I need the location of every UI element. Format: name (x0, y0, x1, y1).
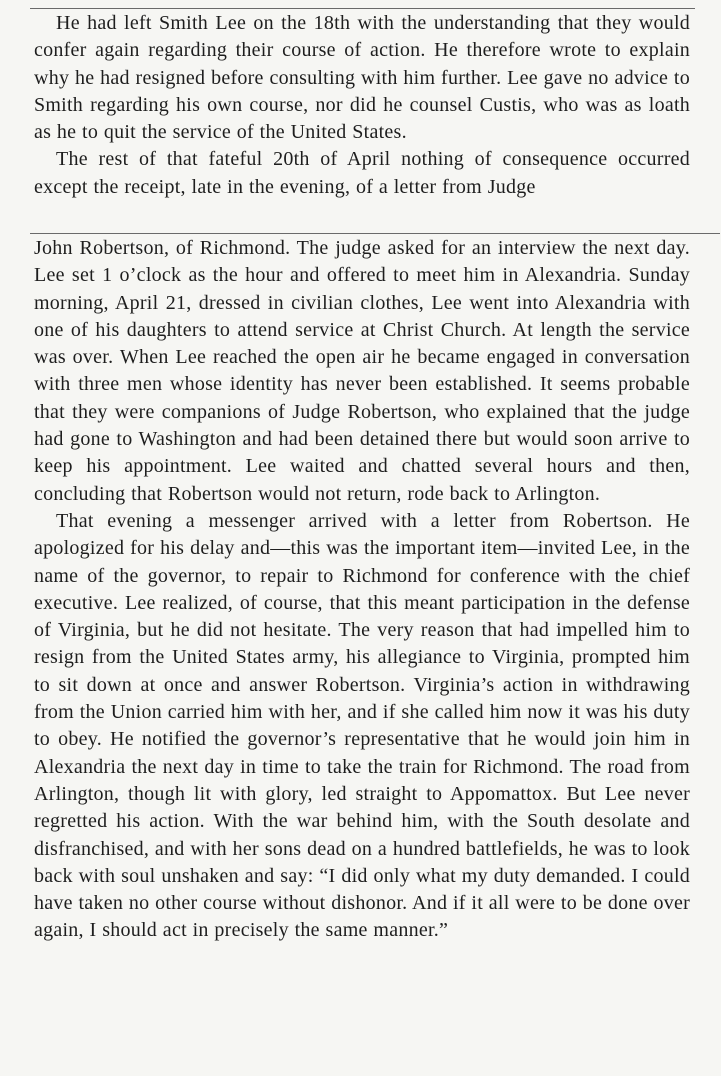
paragraph-smith-lee: He had left Smith Lee on the 18th with the understanding that they would confer again regarding their course of action. He therefore wrote to explain why he had resigned before consulting with him further. Lee gave no advice to Smith regarding his own course, nor did he counsel Custis, who was as loath as he to quit the service of the United States. (34, 12, 690, 144)
lower-text-block (34, 235, 690, 945)
upper-text-block (34, 10, 690, 201)
scan-join-rule (30, 233, 720, 234)
top-rule (30, 8, 695, 9)
paragraph-that-evening: That evening a messenger arrived with a letter from Robertson. He apologized for his delay and—this was the important item—invited Lee, in the name of the governor, to repair to Richmond for conference with the chief executive. Lee realized, of course, that this meant participation in the defense of Virginia, but he did not hesitate. The very reason that had impelled him to resign from the United States army, his allegiance to Virginia, prompted him to sit down at once and answer Robertson. Virginia’s action in withdrawing from the Union carried him with her, and if she called him now it was his duty to obey. He notified the governor’s representative that he would join him in Alexandria the next day in time to take the train for Richmond. The road from Arlington, though lit with glory, led straight to Appomattox. But Lee never regretted his action. With the war behind him, with the South desolate and disfranchised, and with her sons dead on a hundred battlefields, he was to look back with soul unshaken and say: “I did only what my duty demanded. I could have taken no other course without dishonor. And if it all were to be done over again, I should act in precisely the same manner.” (34, 509, 690, 942)
paragraph-april-20th: The rest of that fateful 20th of April nothing of consequence occurred except the receipt, late in the evening, of a letter from Judge (34, 148, 690, 198)
paragraph-john-robertson: John Robertson, of Richmond. The judge asked for an interview the next day. Lee set 1 o’clock as the hour and offered to meet him in Alexandria. Sunday morning, April 21, dressed in civilian clothes, Lee went into Alexandria with one of his daughters to attend service at Christ Church. At length the service was over. When Lee reached the open air he became engaged in conversation with three men whose identity has never been established. It seems probable that they were companions of Judge Robertson, who explained that the judge had gone to Washington and had been detained there but would soon arrive to keep his appointment. Lee waited and chatted several hours and then, concluding that Robertson would not return, rode back to Arlington. (34, 237, 690, 505)
